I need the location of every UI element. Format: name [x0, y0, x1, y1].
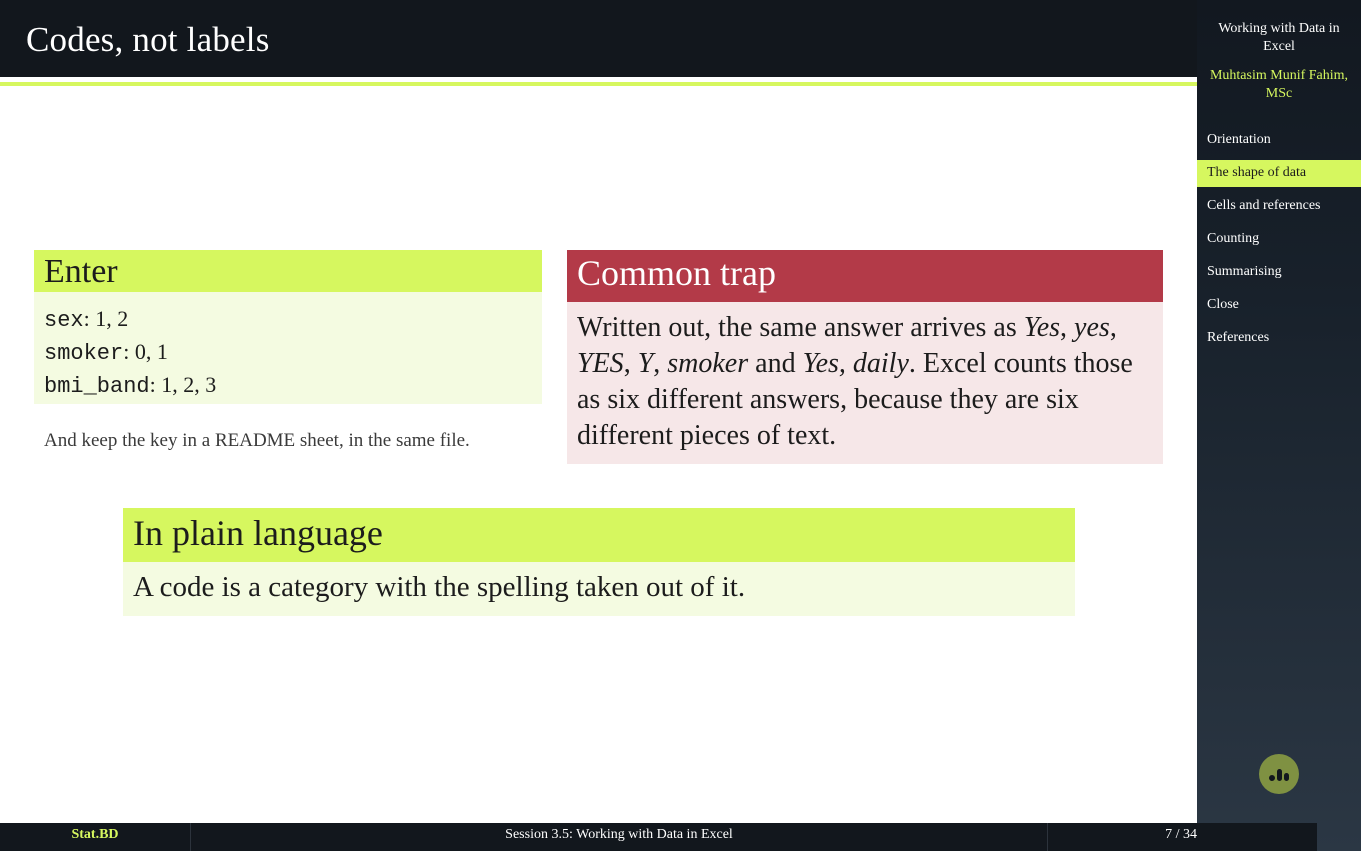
code-name: smoker: [44, 341, 124, 366]
trap-variant: Yes: [1023, 312, 1061, 343]
code-line-sex: [44, 302, 532, 335]
sidebar-item-summarising[interactable]: Summarising: [1207, 264, 1282, 279]
trap-variant: Yes, daily: [802, 348, 909, 379]
trap-variant: YES: [577, 348, 624, 379]
sidebar-item-close[interactable]: Close: [1207, 297, 1239, 312]
trap-text: ,: [623, 348, 638, 379]
footer-session: Session 3.5: Working with Data in Excel: [505, 827, 733, 842]
code-values: : 1, 2: [83, 306, 129, 331]
enter-block-title: Enter: [34, 250, 542, 292]
sidebar-nav: [1197, 124, 1361, 355]
slide-footer: [0, 823, 1197, 851]
plain-language-body: A code is a category with the spelling taken out of it.: [123, 562, 1075, 616]
code-line-smoker: [44, 335, 532, 368]
enter-block-body: [34, 292, 542, 404]
footer-brand: Stat.BD: [71, 827, 119, 842]
header-divider: [0, 82, 1197, 86]
common-trap-body: [567, 302, 1163, 464]
readme-note: And keep the key in a README sheet, in the same file.: [44, 430, 470, 451]
trap-variant: Y: [637, 348, 654, 379]
sidebar-item-orientation[interactable]: Orientation: [1207, 132, 1271, 147]
sidebar-author: Muhtasim Munif Fahim, MSc: [1209, 68, 1349, 101]
code-name: sex: [44, 308, 84, 333]
trap-variant: yes: [1074, 312, 1110, 343]
trap-text: and: [748, 348, 803, 379]
trap-text: ,: [1109, 312, 1117, 343]
sidebar: [1197, 0, 1361, 851]
slide-header: [0, 0, 1197, 77]
sidebar-deck-title: Working with Data in Excel: [1218, 21, 1340, 54]
code-values: : 1, 2, 3: [149, 372, 217, 397]
footer-page-number: 7 / 34: [1165, 827, 1197, 842]
common-trap-block: [567, 250, 1163, 464]
enter-block: [34, 250, 542, 404]
bar-chart-logo-icon: [1259, 754, 1299, 794]
sidebar-item-cells-and-references[interactable]: Cells and references: [1207, 198, 1321, 213]
sidebar-item-counting[interactable]: Counting: [1207, 231, 1260, 246]
common-trap-title: Common trap: [567, 250, 1163, 302]
footer-extension: [1197, 823, 1317, 851]
code-values: : 0, 1: [123, 339, 168, 364]
trap-text: Written out, the same answer arrives as: [577, 312, 1024, 343]
trap-text: ,: [653, 348, 668, 379]
slide-title: Codes, not labels: [26, 20, 270, 59]
trap-text: ,: [1060, 312, 1075, 343]
trap-variant: smoker: [667, 348, 749, 379]
plain-language-title: In plain language: [123, 508, 1075, 562]
sidebar-item-references[interactable]: References: [1207, 330, 1270, 345]
trap-text: . Excel counts those as six different answers, because they are six different pieces of text.: [577, 348, 1133, 451]
code-line-bmi-band: [44, 368, 532, 401]
plain-language-block: [123, 508, 1075, 616]
sidebar-item-shape-of-data[interactable]: The shape of data: [1197, 160, 1361, 187]
code-name: bmi_band: [44, 374, 150, 399]
